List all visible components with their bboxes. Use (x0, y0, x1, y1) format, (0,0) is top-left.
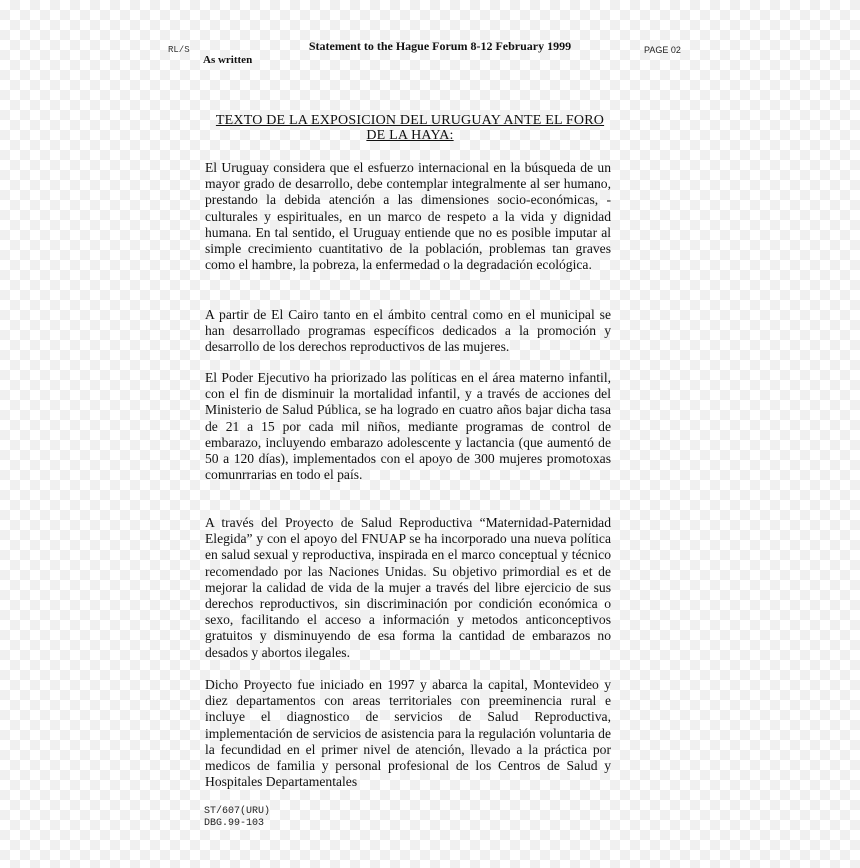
header-title: Statement to the Hague Forum 8-12 February 1999 (308, 39, 572, 53)
header-subtitle: As written (203, 54, 253, 66)
paragraph-2: A partir de El Cairo tanto en el ámbito central como en el municipal se han desarrollado programas específicos dedicados a la promoción y desarrollo de los derechos reproductivos de las mujeres. (205, 307, 611, 355)
page-number-label: PAGE 02 (644, 45, 681, 55)
paragraph-3: El Poder Ejecutivo ha priorizado las políticas en el área materno infantil, con el fin de disminuir la mortalidad infantil, y a través de acciones del Ministerio de Salud Pública, se ha logrado en cuatro años bajar dicha tasa de 21 a 15 por cada mil niños, mediante programas de control de embarazo, incluyendo embarazo adolescente y lactancia (que aumentó de 50 a 120 días), implementados con el apoyo de 300 mujeres promotoxas comunrrarias en todo el país. (205, 370, 611, 483)
paragraph-4: A través del Proyecto de Salud Reproductiva “Maternidad-Paternidad Elegida” y con el apoyo del FNUAP se ha incorporado una nueva política en salud sexual y reproductiva, inspirada en el marco conceptual y técnico recomendado por las Naciones Unidas. Su objetivo primordial es et de mejorar la calidad de vida de la mujer a través del libre ejercicio de sus derechos reproductivos, sin discriminación por condición económica o sexo, facilitando el acceso a información y metodos anticonceptivos gratuitos y disminuyendo de esa forma la cantidad de embarazos no desados y abortos ilegales. (205, 515, 611, 660)
paragraph-1: El Uruguay considera que el esfuerzo internacional en la búsqueda de un mayor grado de desarrollo, debe contemplar integralmente al ser humano, prestando la debida atención a las dimensiones socio-económicas, -culturales y espirituales, en un marco de respeto a la vida y dignidad humana. En tal sentido, el Uruguay entiende que no es posible imputar al simple crecimiento cuantitativo de la población, problemas tan graves como el hambre, la pobreza, la enfermedad o la degradación ecológica. (205, 160, 611, 273)
document-title: TEXTO DE LA EXPOSICION DEL URUGUAY ANTE EL FORO DE LA HAYA: (215, 113, 605, 143)
header-left-code: RL/S (168, 45, 190, 55)
footer-reference-code: DBG.99-103 (204, 818, 265, 829)
paragraph-5: Dicho Proyecto fue iniciado en 1997 y abarca la capital, Montevideo y diez departamentos con areas territoriales con preeminencia rural e incluye el diagnostico de servicios de Salud Reproductiva, implementación de servicios de asistencia para la regulación voluntaria de la fecundidad en el primer nivel de atención, llevado a la práctica por medicos de familia y personal profesional de los Centros de Salud y Hospitales Departamentales (205, 677, 611, 790)
footer-document-code: ST/607(URU) (204, 806, 271, 817)
